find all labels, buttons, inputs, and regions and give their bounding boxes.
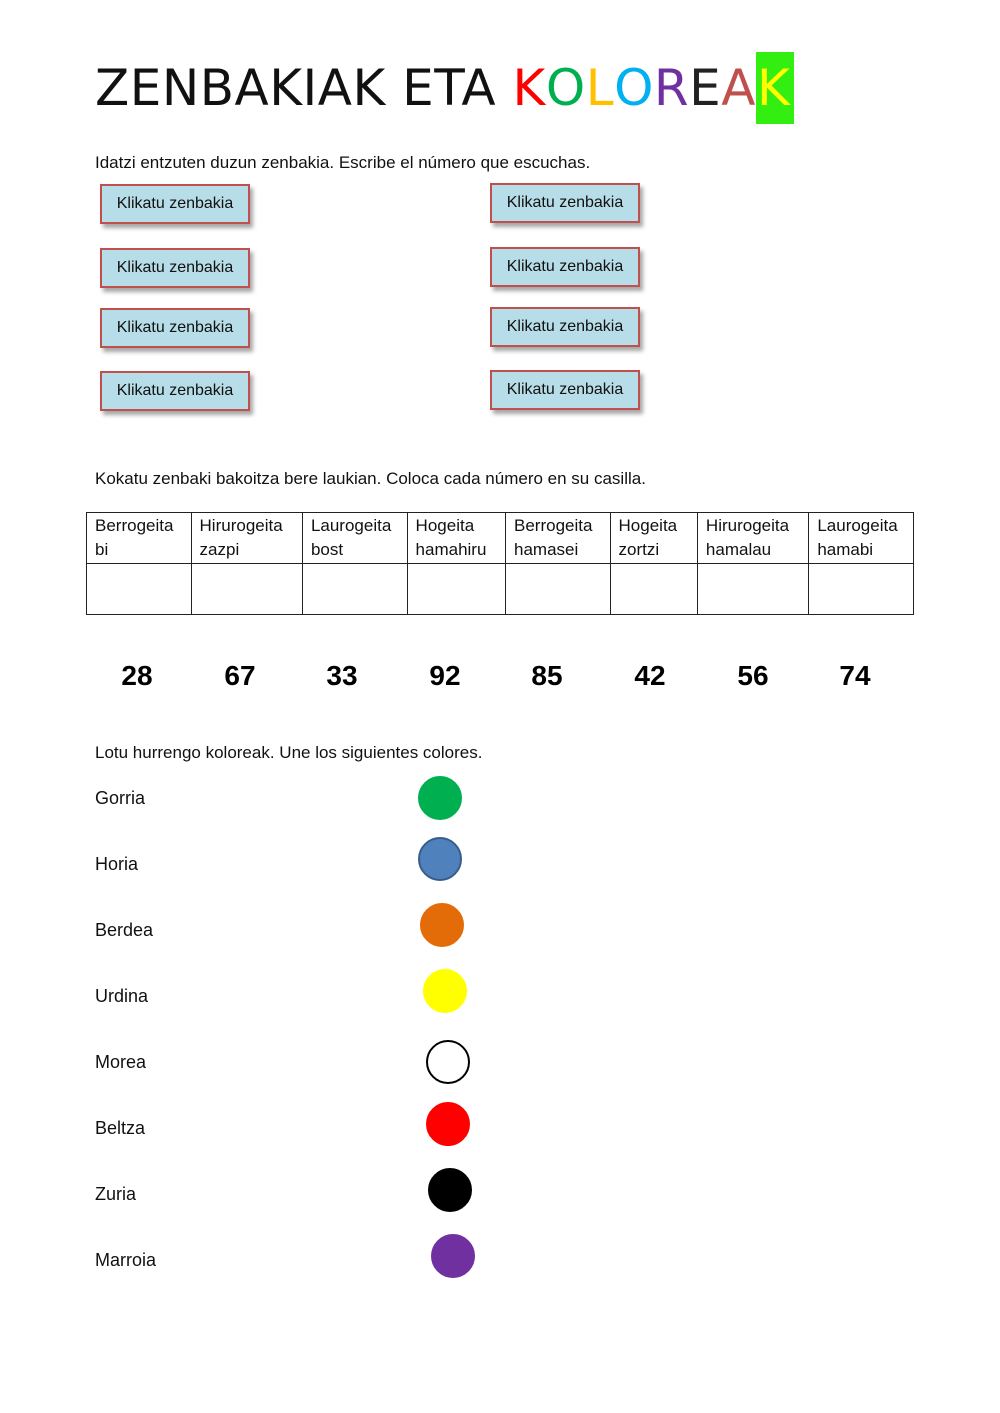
drop-cell[interactable] <box>809 564 914 615</box>
color-label-marroia[interactable]: Marroia <box>95 1250 157 1270</box>
draggable-number[interactable]: 42 <box>634 660 666 691</box>
color-label-berdea[interactable]: Berdea <box>95 920 154 940</box>
drop-cell[interactable] <box>506 564 611 615</box>
title-letter: L <box>585 59 615 117</box>
draggable-number[interactable]: 33 <box>326 660 358 691</box>
drop-cell[interactable] <box>697 564 808 615</box>
green-circle[interactable] <box>418 776 462 820</box>
listen-button-8[interactable]: Klikatu zenbakia <box>490 370 640 410</box>
draggable-number[interactable]: 28 <box>121 660 153 691</box>
title-letter: K <box>756 52 794 124</box>
black-circle[interactable] <box>428 1168 472 1212</box>
header-cell: Hogeita hamahiru <box>407 513 505 564</box>
header-cell: Laurogeita bost <box>302 513 407 564</box>
listen-instruction: Idatzi entzuten duzun zenbakia. Escribe el número que escuchas. <box>95 153 591 172</box>
listen-button-5[interactable]: Klikatu zenbakia <box>100 308 250 348</box>
title-letter: A <box>721 59 756 117</box>
title-letter: K <box>512 59 546 117</box>
red-circle[interactable] <box>426 1102 470 1146</box>
yellow-circle[interactable] <box>423 969 467 1013</box>
drop-cell[interactable] <box>87 564 192 615</box>
listen-button-1[interactable]: Klikatu zenbakia <box>100 184 250 224</box>
title-colored-word <box>513 59 795 117</box>
color-instruction: Lotu hurrengo koloreak. Une los siguientes colores. <box>95 743 483 762</box>
title-letter: O <box>545 59 586 117</box>
listen-button-4[interactable]: Klikatu zenbakia <box>490 247 640 287</box>
white-circle[interactable] <box>426 1040 470 1084</box>
blue-circle[interactable] <box>418 837 462 881</box>
draggable-number[interactable]: 74 <box>839 660 871 691</box>
number-words-table <box>86 512 914 615</box>
title-letter: R <box>653 59 690 117</box>
listen-button-6[interactable]: Klikatu zenbakia <box>490 307 640 347</box>
listen-button-7[interactable]: Klikatu zenbakia <box>100 371 250 411</box>
title-letter: O <box>614 59 654 117</box>
orange-circle[interactable] <box>420 903 464 947</box>
color-label-horia[interactable]: Horia <box>95 854 139 874</box>
drop-cell[interactable] <box>610 564 697 615</box>
draggable-number[interactable]: 92 <box>429 660 461 691</box>
color-label-morea[interactable]: Morea <box>95 1052 147 1072</box>
listen-button-3[interactable]: Klikatu zenbakia <box>100 248 250 288</box>
header-cell: Laurogeita hamabi <box>809 513 914 564</box>
draggable-number[interactable]: 56 <box>737 660 769 691</box>
color-label-beltza[interactable]: Beltza <box>95 1118 146 1138</box>
title-letter: E <box>689 59 722 117</box>
page-title <box>95 52 794 124</box>
draggable-number[interactable]: 85 <box>531 660 563 691</box>
header-cell: Hirurogeita zazpi <box>191 513 302 564</box>
header-cell: Hirurogeita hamalau <box>697 513 808 564</box>
color-label-zuria[interactable]: Zuria <box>95 1184 137 1204</box>
placement-instruction: Kokatu zenbaki bakoitza bere laukian. Coloca cada número en su casilla. <box>95 469 646 488</box>
color-label-gorria[interactable]: Gorria <box>95 788 146 808</box>
header-cell: Hogeita zortzi <box>610 513 697 564</box>
listen-button-2[interactable]: Klikatu zenbakia <box>490 183 640 223</box>
header-cell: Berrogeita hamasei <box>506 513 611 564</box>
color-label-urdina[interactable]: Urdina <box>95 986 149 1006</box>
purple-circle[interactable] <box>431 1234 475 1278</box>
draggable-number[interactable]: 67 <box>224 660 256 691</box>
drop-cell[interactable] <box>407 564 505 615</box>
header-cell: Berrogeita bi <box>87 513 192 564</box>
title-word: ZENBAKIAK ETA <box>95 59 497 117</box>
drop-cell[interactable] <box>302 564 407 615</box>
drop-cell[interactable] <box>191 564 302 615</box>
